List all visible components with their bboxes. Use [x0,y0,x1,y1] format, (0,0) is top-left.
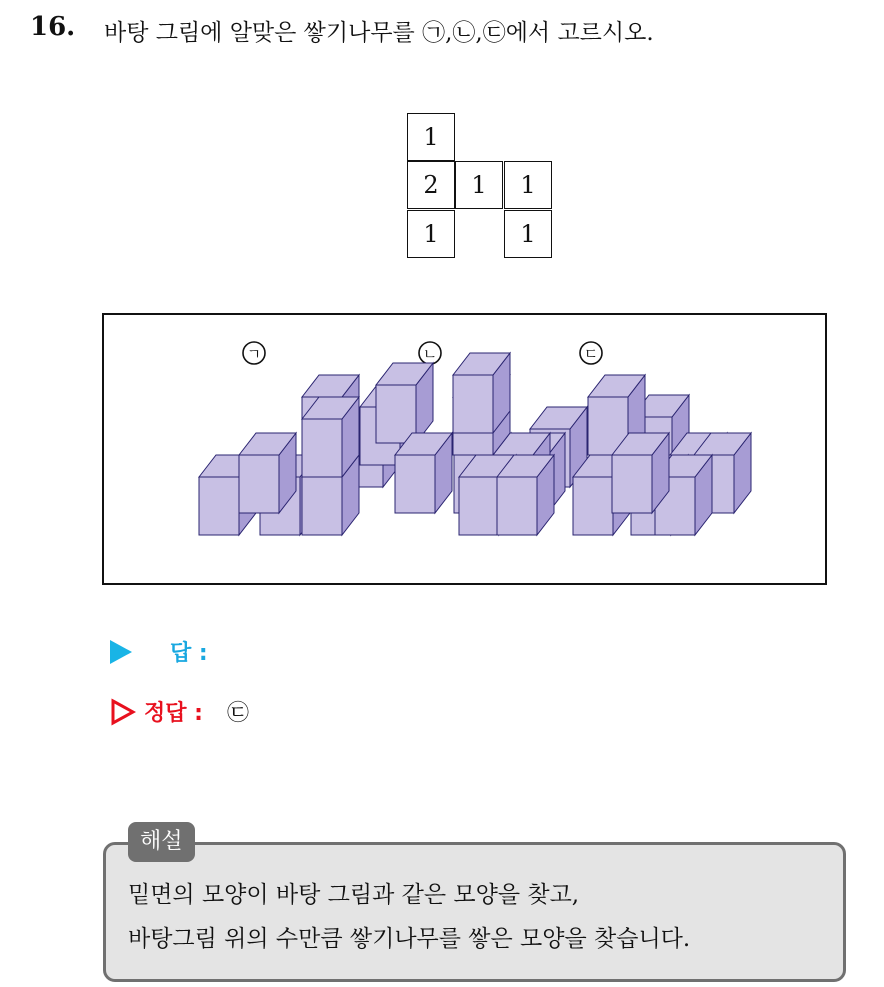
cube [612,433,669,513]
grid-cell: 1 [504,210,552,258]
play-outline-icon [110,698,136,726]
play-icon [110,640,132,664]
cube [376,363,433,443]
option-label-3-text: ㄷ [583,345,599,363]
explanation-panel [103,842,846,982]
explanation-tag: 해설 [128,822,195,862]
grid-cell: 1 [504,161,552,209]
correct-answer-label: 정답 : [144,701,203,726]
question-text: 바탕 그림에 알맞은 쌓기나무를 ㉠,㉡,㉢에서 고르시오. [104,20,654,46]
option-label-1 [243,342,265,364]
cube [453,353,510,433]
cube [302,397,359,477]
options-box [102,313,827,585]
grid-cell: 2 [407,161,455,209]
option-label-2-text: ㄴ [422,345,438,363]
cube [497,455,554,535]
explanation-line-1: 밑면의 모양이 바탕 그림과 같은 모양을 찾고, [128,882,580,908]
cube-stacks [199,353,751,535]
grid-cell: 1 [455,161,503,209]
answer-row [110,636,208,667]
question-number: 16. [30,12,76,42]
options-figure [104,315,825,583]
cube [239,433,296,513]
grid-cell: 1 [407,210,455,258]
correct-answer-value: ㉢ [226,701,249,726]
option-label-1-text: ㄱ [246,345,262,363]
answer-label: 답 : [170,641,208,666]
option-label-3 [580,342,602,364]
explanation-line-2: 바탕그림 위의 수만큼 쌓기나무를 쌓은 모양을 찾습니다. [128,926,691,952]
grid-cell: 1 [407,113,455,161]
base-grid [407,113,555,261]
correct-answer-row [110,696,249,727]
option-label-2 [419,342,441,364]
cube [395,433,452,513]
